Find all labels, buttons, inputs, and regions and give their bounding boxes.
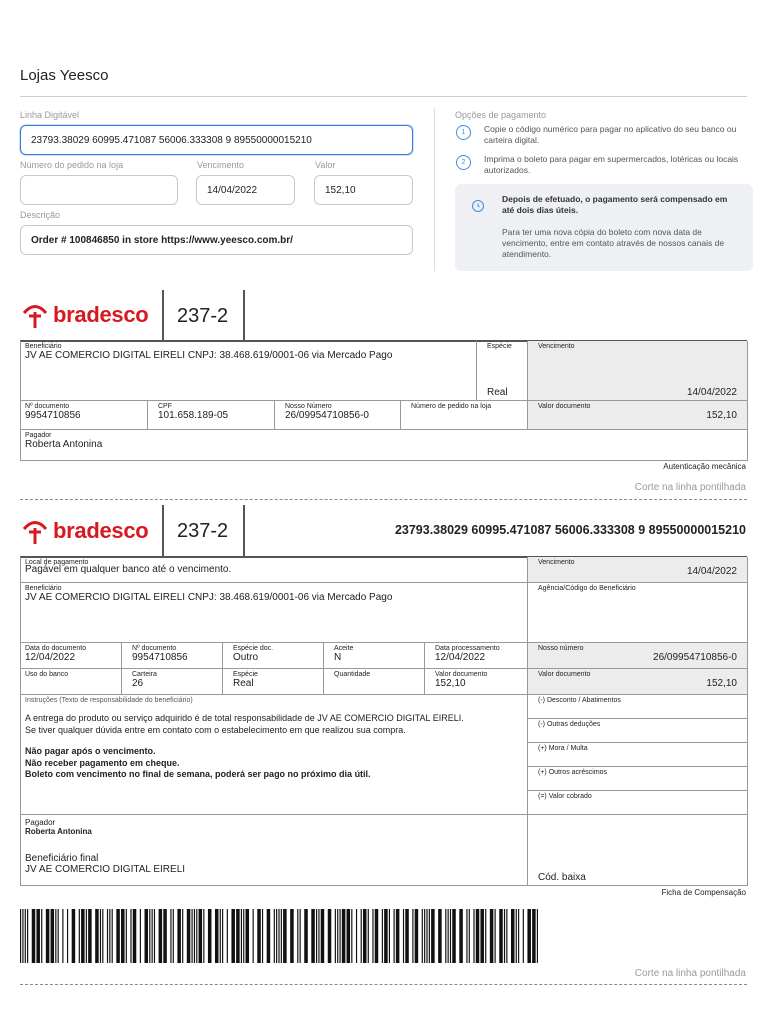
aceite-value: N — [334, 652, 342, 663]
barcode-bar — [145, 909, 149, 963]
slip-especie-label: Espécie — [233, 671, 258, 678]
barcode-bar — [300, 909, 301, 963]
data-proc-cell — [425, 643, 528, 669]
barcode-bar — [177, 909, 181, 963]
slip-beneficiario-cell — [21, 583, 528, 643]
barcode-bar — [516, 909, 517, 963]
cut-line-label: Corte na linha pontilhada — [634, 482, 746, 493]
vencimento-field[interactable] — [196, 175, 295, 205]
slip-nosso-label: Nosso número — [538, 645, 584, 652]
receipt-especie-cell — [477, 341, 528, 401]
barcode-bar — [25, 909, 26, 963]
barcode-bar — [163, 909, 167, 963]
barcode-bar — [518, 909, 519, 963]
store-title: Lojas Yeesco — [20, 67, 109, 84]
instruction-bold-line: Não receber pagamento em cheque. — [25, 757, 180, 768]
barcode-bar — [208, 909, 212, 963]
linha-digitavel-value: 23793.38029 60995.471087 56006.333308 9 89550000015210 — [31, 134, 312, 146]
barcode-bar — [107, 909, 108, 963]
barcode-bar — [281, 909, 282, 963]
barcode-bar — [415, 909, 419, 963]
instruction-line: Se tiver qualquer dúvida entre em contato com o estabelecimento em que realizou sua compra. — [25, 724, 406, 735]
payment-options-title: Opções de pagamento — [455, 110, 547, 120]
receipt-pagador-cell — [21, 430, 748, 461]
barcode-bar — [448, 909, 449, 963]
barcode-bar — [215, 909, 219, 963]
receipt-vencimento-label: Vencimento — [538, 343, 575, 350]
descricao-field[interactable] — [20, 225, 413, 255]
receipt-pagador-label: Pagador — [25, 432, 52, 439]
cod-baixa-label: Cód. baixa — [538, 872, 586, 883]
barcode-bar — [22, 909, 23, 963]
receipt-ndoc-label: Nº documento — [25, 403, 70, 410]
barcode-bar — [51, 909, 55, 963]
barcode-bar — [527, 909, 531, 963]
aceite-label: Aceite — [334, 645, 354, 652]
receipt-beneficiario-cell — [21, 341, 477, 401]
barcode-bar — [445, 909, 446, 963]
barcode-bar — [290, 909, 294, 963]
barcode-bar — [368, 909, 369, 963]
valor-cobrado-label: (=) Valor cobrado — [538, 793, 592, 800]
data-doc-label: Data do documento — [25, 645, 87, 652]
barcode-bar — [424, 909, 425, 963]
carteira-value: 26 — [132, 678, 144, 689]
slip-vencimento-label: Vencimento — [538, 559, 575, 566]
uso-banco-label: Uso do banco — [25, 671, 69, 678]
barcode-bar — [220, 909, 221, 963]
barcode-bar — [187, 909, 191, 963]
receipt-grid — [20, 341, 747, 461]
barcode-bar — [121, 909, 125, 963]
bank-name: bradesco — [53, 302, 149, 327]
receipt-ndoc-cell — [21, 401, 148, 430]
instructions-block — [25, 713, 523, 781]
barcode-bar — [394, 909, 395, 963]
slip-ndoc-label: Nº documento — [132, 645, 177, 652]
barcode-bar — [459, 909, 463, 963]
outras-deducoes-cell — [528, 719, 748, 743]
barcode-bar — [182, 909, 183, 963]
outras-deducoes-label: (-) Outras deduções — [538, 721, 601, 728]
receipt-pedido-cell — [401, 401, 528, 430]
barcode-bar — [532, 909, 536, 963]
barcode-bar — [339, 909, 340, 963]
desconto-cell — [528, 695, 748, 719]
barcode-bar — [41, 909, 42, 963]
barcode-bar — [67, 909, 68, 963]
linha-digitavel-label: Linha Digitável — [20, 110, 80, 120]
especie-doc-cell — [223, 643, 324, 669]
barcode-bar — [154, 909, 155, 963]
slip-nosso-value: 26/09954710856-0 — [653, 652, 737, 663]
barcode-bar — [243, 909, 244, 963]
barcode-bar — [426, 909, 427, 963]
barcode-bar — [382, 909, 383, 963]
slip-vencimento-value: 14/04/2022 — [686, 566, 737, 577]
barcode-bar — [149, 909, 150, 963]
bank-logo — [20, 516, 148, 546]
local-pagamento-cell — [21, 557, 528, 583]
pedido-label: Número do pedido na loja — [20, 160, 124, 170]
barcode-bar — [32, 909, 36, 963]
barcode-bar — [231, 909, 235, 963]
barcode-bar — [194, 909, 195, 963]
barcode-bar — [62, 909, 63, 963]
receipt-vencimento-value: 14/04/2022 — [686, 387, 737, 398]
bank-name: bradesco — [53, 518, 149, 543]
slip-valor-label: Valor documento — [435, 671, 488, 678]
barcode-bar — [133, 909, 137, 963]
barcode-bar — [199, 909, 203, 963]
mora-label: (+) Mora / Multa — [538, 745, 588, 752]
autenticacao-mecanica: Autenticação mecânica — [663, 462, 746, 471]
slip-ndoc-value: 9954710856 — [132, 652, 188, 663]
barcode-bar — [27, 909, 28, 963]
barcode-bar — [72, 909, 76, 963]
step-1-text: Copie o código numérico para pagar no aplicativo do seu banco ou carteira digital. — [484, 124, 737, 145]
barcode-bar — [126, 909, 127, 963]
linha-digitavel: 23793.38029 60995.471087 56006.333308 9 89550000015210 — [394, 523, 746, 537]
bank-code: 237-2 — [177, 520, 229, 542]
barcode-bar — [203, 909, 204, 963]
barcode-bar — [253, 909, 254, 963]
valor-value: 152,10 — [325, 184, 356, 196]
barcode-bar — [112, 909, 113, 963]
data-proc-label: Data processamento — [435, 645, 500, 652]
barcode-bar — [130, 909, 131, 963]
slip-valor2-cell — [528, 669, 748, 695]
receipt-nosso-value: 26/09954710856-0 — [285, 410, 369, 421]
quantidade-label: Quantidade — [334, 671, 371, 678]
barcode-bar — [274, 909, 275, 963]
descricao-label: Descrição — [20, 210, 61, 220]
barcode-bar — [335, 909, 336, 963]
barcode-bar — [375, 909, 379, 963]
slip-vencimento-cell — [528, 557, 748, 583]
vencimento-label: Vencimento — [197, 160, 245, 170]
barcode-bar — [490, 909, 494, 963]
barcode-bar — [431, 909, 435, 963]
barcode-bar — [159, 909, 163, 963]
ficha-compensacao: Ficha de Compensação — [661, 888, 746, 897]
barcode-bar — [116, 909, 120, 963]
bradesco-tree-icon — [20, 300, 50, 330]
barcode-bar — [450, 909, 451, 963]
barcode-bar — [429, 909, 430, 963]
instructions-cell — [21, 695, 528, 815]
slip-valor2-label: Valor documento — [538, 671, 591, 678]
receipt-valor-label: Valor documento — [538, 403, 591, 410]
barcode-bar — [412, 909, 413, 963]
slip-especie-cell — [223, 669, 324, 695]
barcode-bar — [58, 909, 59, 963]
receipt-ndoc-value: 9954710856 — [25, 410, 81, 421]
slip-pagador-cell — [21, 815, 528, 886]
local-pagamento-value: Pagável em qualquer banco até o vencimento. — [25, 564, 232, 575]
barcode-bar — [485, 909, 486, 963]
barcode-bar — [257, 909, 261, 963]
valor-field[interactable] — [314, 175, 413, 205]
receipt-cpf-label: CPF — [158, 403, 172, 410]
quantidade-cell — [324, 669, 425, 695]
barcode-bar — [321, 909, 325, 963]
receipt-vencimento-cell — [528, 341, 748, 401]
slip-pagador-label: Pagador — [25, 818, 56, 827]
barcode-bar — [276, 909, 277, 963]
barcode-bar — [152, 909, 153, 963]
benef-final-label: Beneficiário final — [25, 853, 99, 864]
barcode-bar — [337, 909, 338, 963]
data-doc-cell — [21, 643, 122, 669]
column-divider — [434, 108, 435, 271]
barcode-bar — [227, 909, 228, 963]
linha-digitavel-field[interactable] — [20, 125, 413, 155]
barcode-bar — [342, 909, 346, 963]
valor-cobrado-cell — [528, 791, 748, 815]
carteira-label: Carteira — [132, 671, 157, 678]
barcode-bar — [20, 909, 21, 963]
valor-label: Valor — [315, 160, 336, 170]
info-strong-text: Depois de efetuado, o pagamento será compensado em até dois dias úteis. — [502, 194, 728, 215]
barcode-bar — [81, 909, 85, 963]
barcode-bar — [438, 909, 442, 963]
barcode-bar — [100, 909, 101, 963]
cut-line-label: Corte na linha pontilhada — [634, 968, 746, 979]
agencia-cell — [528, 583, 748, 643]
barcode-bar — [191, 909, 192, 963]
carteira-cell — [122, 669, 223, 695]
barcode-bar — [347, 909, 351, 963]
barcode-bar — [469, 909, 470, 963]
instruction-bold-line: Não pagar após o vencimento. — [25, 746, 156, 756]
outros-acrescimos-cell — [528, 767, 748, 791]
descricao-value: Order # 100846850 in store https://www.yeesco.com.br/ — [31, 234, 293, 246]
info-text: Para ter uma nova cópia do boleto com nova data de vencimento, entre em contato através de nossos canais de atendimento. — [502, 227, 725, 259]
bank-divider — [162, 290, 164, 340]
barcode-bar — [511, 909, 515, 963]
barcode-bar — [328, 909, 332, 963]
barcode-bar — [297, 909, 298, 963]
barcode-bar — [506, 909, 507, 963]
receipt-valor-cell — [528, 401, 748, 430]
barcode-bar — [278, 909, 279, 963]
step-2-text: Imprima o boleto para pagar em supermercados, lotéricas ou locais autorizados. — [484, 154, 739, 175]
data-doc-value: 12/04/2022 — [25, 652, 76, 663]
barcode-bar — [55, 909, 56, 963]
slip-valor-cell — [425, 669, 528, 695]
receipt-especie-label: Espécie — [487, 343, 512, 350]
instructions-label: Instruções (Texto de responsabilidade do beneficiário) — [25, 697, 193, 704]
barcode-bar — [473, 909, 474, 963]
barcode-bar — [361, 909, 362, 963]
vencimento-value: 14/04/2022 — [207, 184, 258, 196]
barcode-bar — [422, 909, 423, 963]
local-pagamento-label: Local de pagamento — [25, 559, 89, 566]
especie-doc-value: Outro — [233, 652, 259, 663]
slip-especie-value: Real — [233, 678, 254, 689]
slip-valor2-value: 152,10 — [706, 678, 737, 689]
barcode-bar — [36, 909, 40, 963]
barcode-bar — [396, 909, 400, 963]
slip-valor-value: 152,10 — [435, 678, 466, 689]
receipt-nosso-cell — [275, 401, 401, 430]
barcode-bar — [46, 909, 50, 963]
benef-final-value: JV AE COMERCIO DIGITAL EIRELI — [25, 864, 186, 875]
desconto-label: (-) Desconto / Abatimentos — [538, 697, 621, 704]
barcode-bar — [363, 909, 367, 963]
barcode-bar — [236, 909, 240, 963]
barcode-bar — [351, 909, 352, 963]
barcode-bar — [262, 909, 263, 963]
barcode-bar — [140, 909, 141, 963]
barcode-bar — [304, 909, 308, 963]
barcode-bar — [523, 909, 524, 963]
receipt-cpf-value: 101.658.189-05 — [158, 410, 229, 421]
especie-doc-label: Espécie doc. — [233, 645, 274, 652]
barcode — [20, 909, 538, 963]
receipt-valor-value: 152,10 — [706, 410, 737, 421]
aceite-cell — [324, 643, 425, 669]
barcode-bar — [222, 909, 223, 963]
barcode-bar — [403, 909, 404, 963]
instruction-line: A entrega do produto ou serviço adquirido é de total responsabilidade de JV AE COMERCIO DIGITAL EIRELI. — [25, 713, 464, 723]
agencia-label: Agência/Código do Beneficiário — [538, 585, 636, 592]
cut-line — [20, 499, 747, 500]
barcode-bar — [466, 909, 467, 963]
instruction-bold-line: Boleto com vencimento no final de semana, poderá ser pago no próximo dia útil. — [25, 769, 371, 779]
slip-nosso-cell — [528, 643, 748, 669]
barcode-bar — [452, 909, 456, 963]
barcode-bar — [95, 909, 99, 963]
slip-beneficiario-value: JV AE COMERCIO DIGITAL EIRELI CNPJ: 38.468.619/0001-06 via Mercado Pago — [25, 592, 393, 603]
bank-divider — [162, 505, 164, 556]
barcode-bar — [537, 909, 538, 963]
barcode-bar — [405, 909, 409, 963]
header-divider — [20, 96, 747, 97]
barcode-bar — [170, 909, 171, 963]
clock-icon — [472, 200, 484, 212]
barcode-bar — [88, 909, 92, 963]
barcode-bar — [356, 909, 357, 963]
mora-cell — [528, 743, 748, 767]
slip-ndoc-cell — [122, 643, 223, 669]
pedido-field[interactable] — [20, 175, 178, 205]
barcode-bar — [283, 909, 287, 963]
receipt-cpf-cell — [148, 401, 275, 430]
receipt-beneficiario-label: Beneficiário — [25, 343, 62, 350]
bank-logo — [20, 300, 148, 330]
barcode-bar — [173, 909, 174, 963]
slip-pagador-value: Roberta Antonina — [25, 827, 92, 836]
bradesco-tree-icon — [20, 516, 50, 546]
barcode-bar — [311, 909, 315, 963]
slip-grid — [20, 557, 747, 886]
barcode-bar — [241, 909, 242, 963]
slip-beneficiario-label: Beneficiário — [25, 585, 62, 592]
barcode-bar — [495, 909, 496, 963]
barcode-bar — [372, 909, 373, 963]
barcode-bar — [389, 909, 390, 963]
barcode-bar — [267, 909, 271, 963]
cod-baixa-cell — [528, 815, 748, 886]
barcode-bar — [86, 909, 87, 963]
bank-code: 237-2 — [177, 305, 229, 327]
uso-banco-cell — [21, 669, 122, 695]
barcode-bar — [246, 909, 250, 963]
barcode-bar — [384, 909, 388, 963]
receipt-pagador-value: Roberta Antonina — [25, 439, 103, 450]
step-1-icon: 1 — [456, 125, 471, 140]
barcode-bar — [318, 909, 319, 963]
barcode-bar — [79, 909, 80, 963]
bank-divider — [243, 505, 245, 556]
barcode-bar — [196, 909, 197, 963]
barcode-bar — [480, 909, 484, 963]
barcode-bar — [504, 909, 505, 963]
data-proc-value: 12/04/2022 — [435, 652, 486, 663]
bank-divider — [243, 290, 245, 340]
barcode-bar — [499, 909, 503, 963]
barcode-bar — [102, 909, 103, 963]
cut-line — [20, 984, 747, 985]
barcode-bar — [476, 909, 480, 963]
barcode-bar — [109, 909, 110, 963]
receipt-nosso-label: Nosso Número — [285, 403, 332, 410]
step-2-icon: 2 — [456, 155, 471, 170]
outros-acrescimos-label: (+) Outros acréscimos — [538, 769, 608, 776]
receipt-pedido-label: Número de pedido na loja — [411, 403, 492, 410]
receipt-beneficiario-value: JV AE COMERCIO DIGITAL EIRELI CNPJ: 38.468.619/0001-06 via Mercado Pago — [25, 350, 393, 361]
receipt-especie-value: Real — [487, 387, 508, 398]
barcode-bar — [316, 909, 317, 963]
